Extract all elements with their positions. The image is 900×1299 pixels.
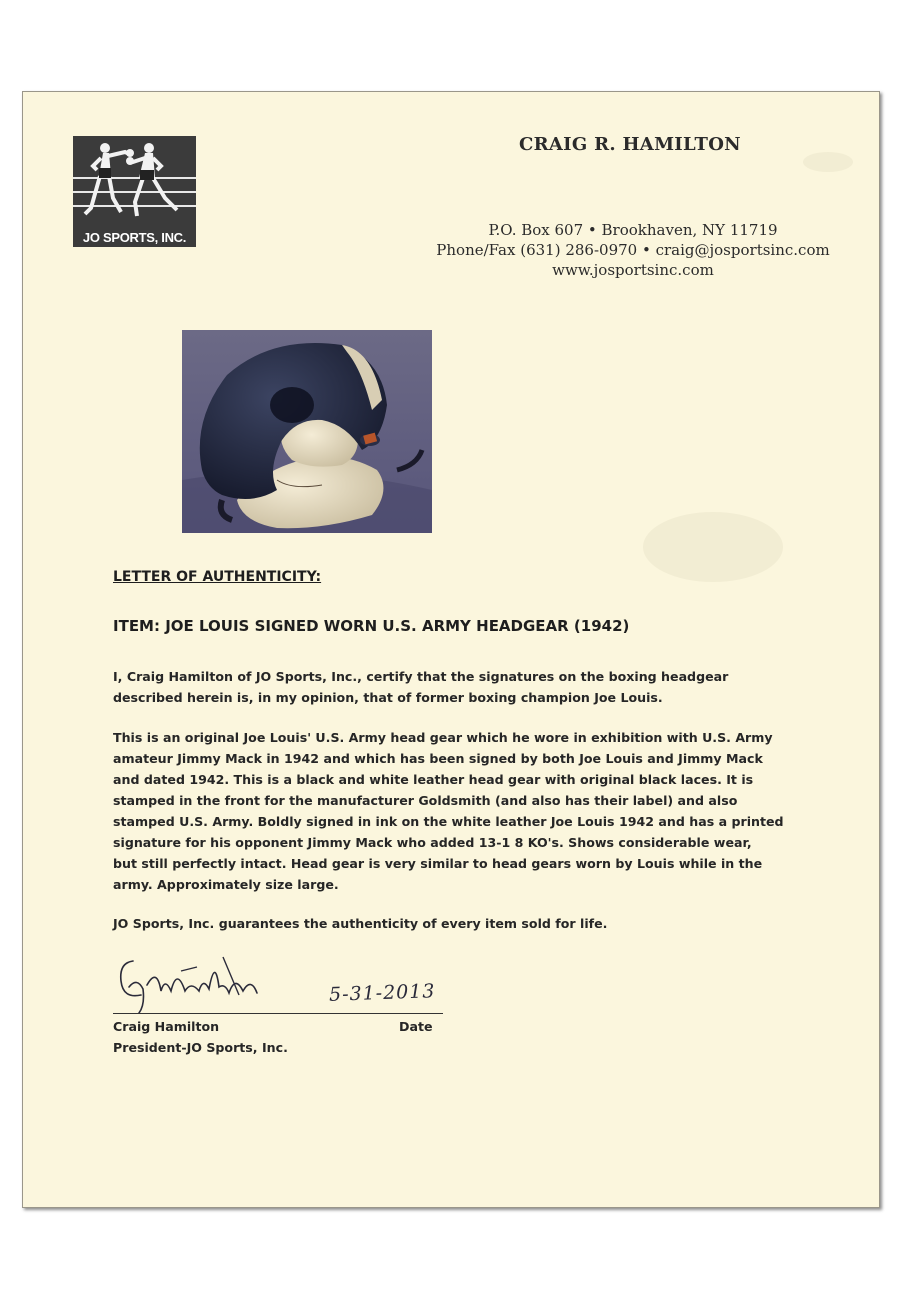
guarantee-paragraph: [113, 913, 803, 934]
item-title: ITEM: JOE LOUIS SIGNED WORN U.S. ARMY HEADGEAR (1942): [113, 617, 630, 635]
letterhead-contact: [413, 220, 853, 280]
date-label: Date: [399, 1019, 433, 1034]
signature-line: [113, 1013, 443, 1014]
headgear-image-icon: [182, 330, 432, 533]
text-line: described herein is, in my opinion, that of former boxing champion Joe Louis.: [113, 690, 663, 705]
description-paragraph: [113, 727, 803, 895]
handwritten-date: 5-31-2013: [328, 980, 436, 1006]
certification-paragraph: [113, 666, 803, 708]
text-line: JO Sports, Inc. guarantees the authenticity of every item sold for life.: [113, 916, 608, 931]
certificate-page: [22, 91, 880, 1208]
text-line: signature for his opponent Jimmy Mack who added 13-1 8 KO's. Shows considerable wear,: [113, 835, 752, 850]
letter-heading: LETTER OF AUTHENTICITY:: [113, 569, 322, 585]
text-line: army. Approximately size large.: [113, 877, 339, 892]
text-line: This is an original Joe Louis' U.S. Army head gear which he wore in exhibition with U.S. Army: [113, 730, 773, 745]
letterhead-name: CRAIG R. HAMILTON: [519, 134, 741, 155]
text-line: I, Craig Hamilton of JO Sports, Inc., certify that the signatures on the boxing headgear: [113, 669, 729, 684]
signer-title: President-JO Sports, Inc.: [113, 1040, 288, 1055]
address-line: P.O. Box 607 • Brookhaven, NY 11719: [488, 221, 778, 239]
text-line: stamped U.S. Army. Boldly signed in ink on the white leather Joe Louis 1942 and has a printed: [113, 814, 784, 829]
website-line: www.josportsinc.com: [552, 261, 714, 279]
paper-smudge: [643, 512, 783, 582]
phone-line: Phone/Fax (631) 286-0970 • craig@josportsinc.com: [436, 241, 830, 259]
text-line: but still perfectly intact. Head gear is very similar to head gears worn by Louis while in the: [113, 856, 763, 871]
logo-text: JO SPORTS, INC.: [82, 230, 187, 245]
signer-name: Craig Hamilton: [113, 1019, 220, 1034]
text-line: stamped in the front for the manufacturer Goldsmith (and also has their label) and also: [113, 793, 738, 808]
paper-smudge: [803, 152, 853, 172]
signer-block: [113, 1016, 288, 1058]
jo-sports-logo: [73, 136, 196, 247]
text-line: amateur Jimmy Mack in 1942 and which has been signed by both Joe Louis and Jimmy Mack: [113, 751, 763, 766]
text-line: and dated 1942. This is a black and white leather head gear with original black laces. It is: [113, 772, 754, 787]
headgear-photo: [182, 330, 432, 533]
